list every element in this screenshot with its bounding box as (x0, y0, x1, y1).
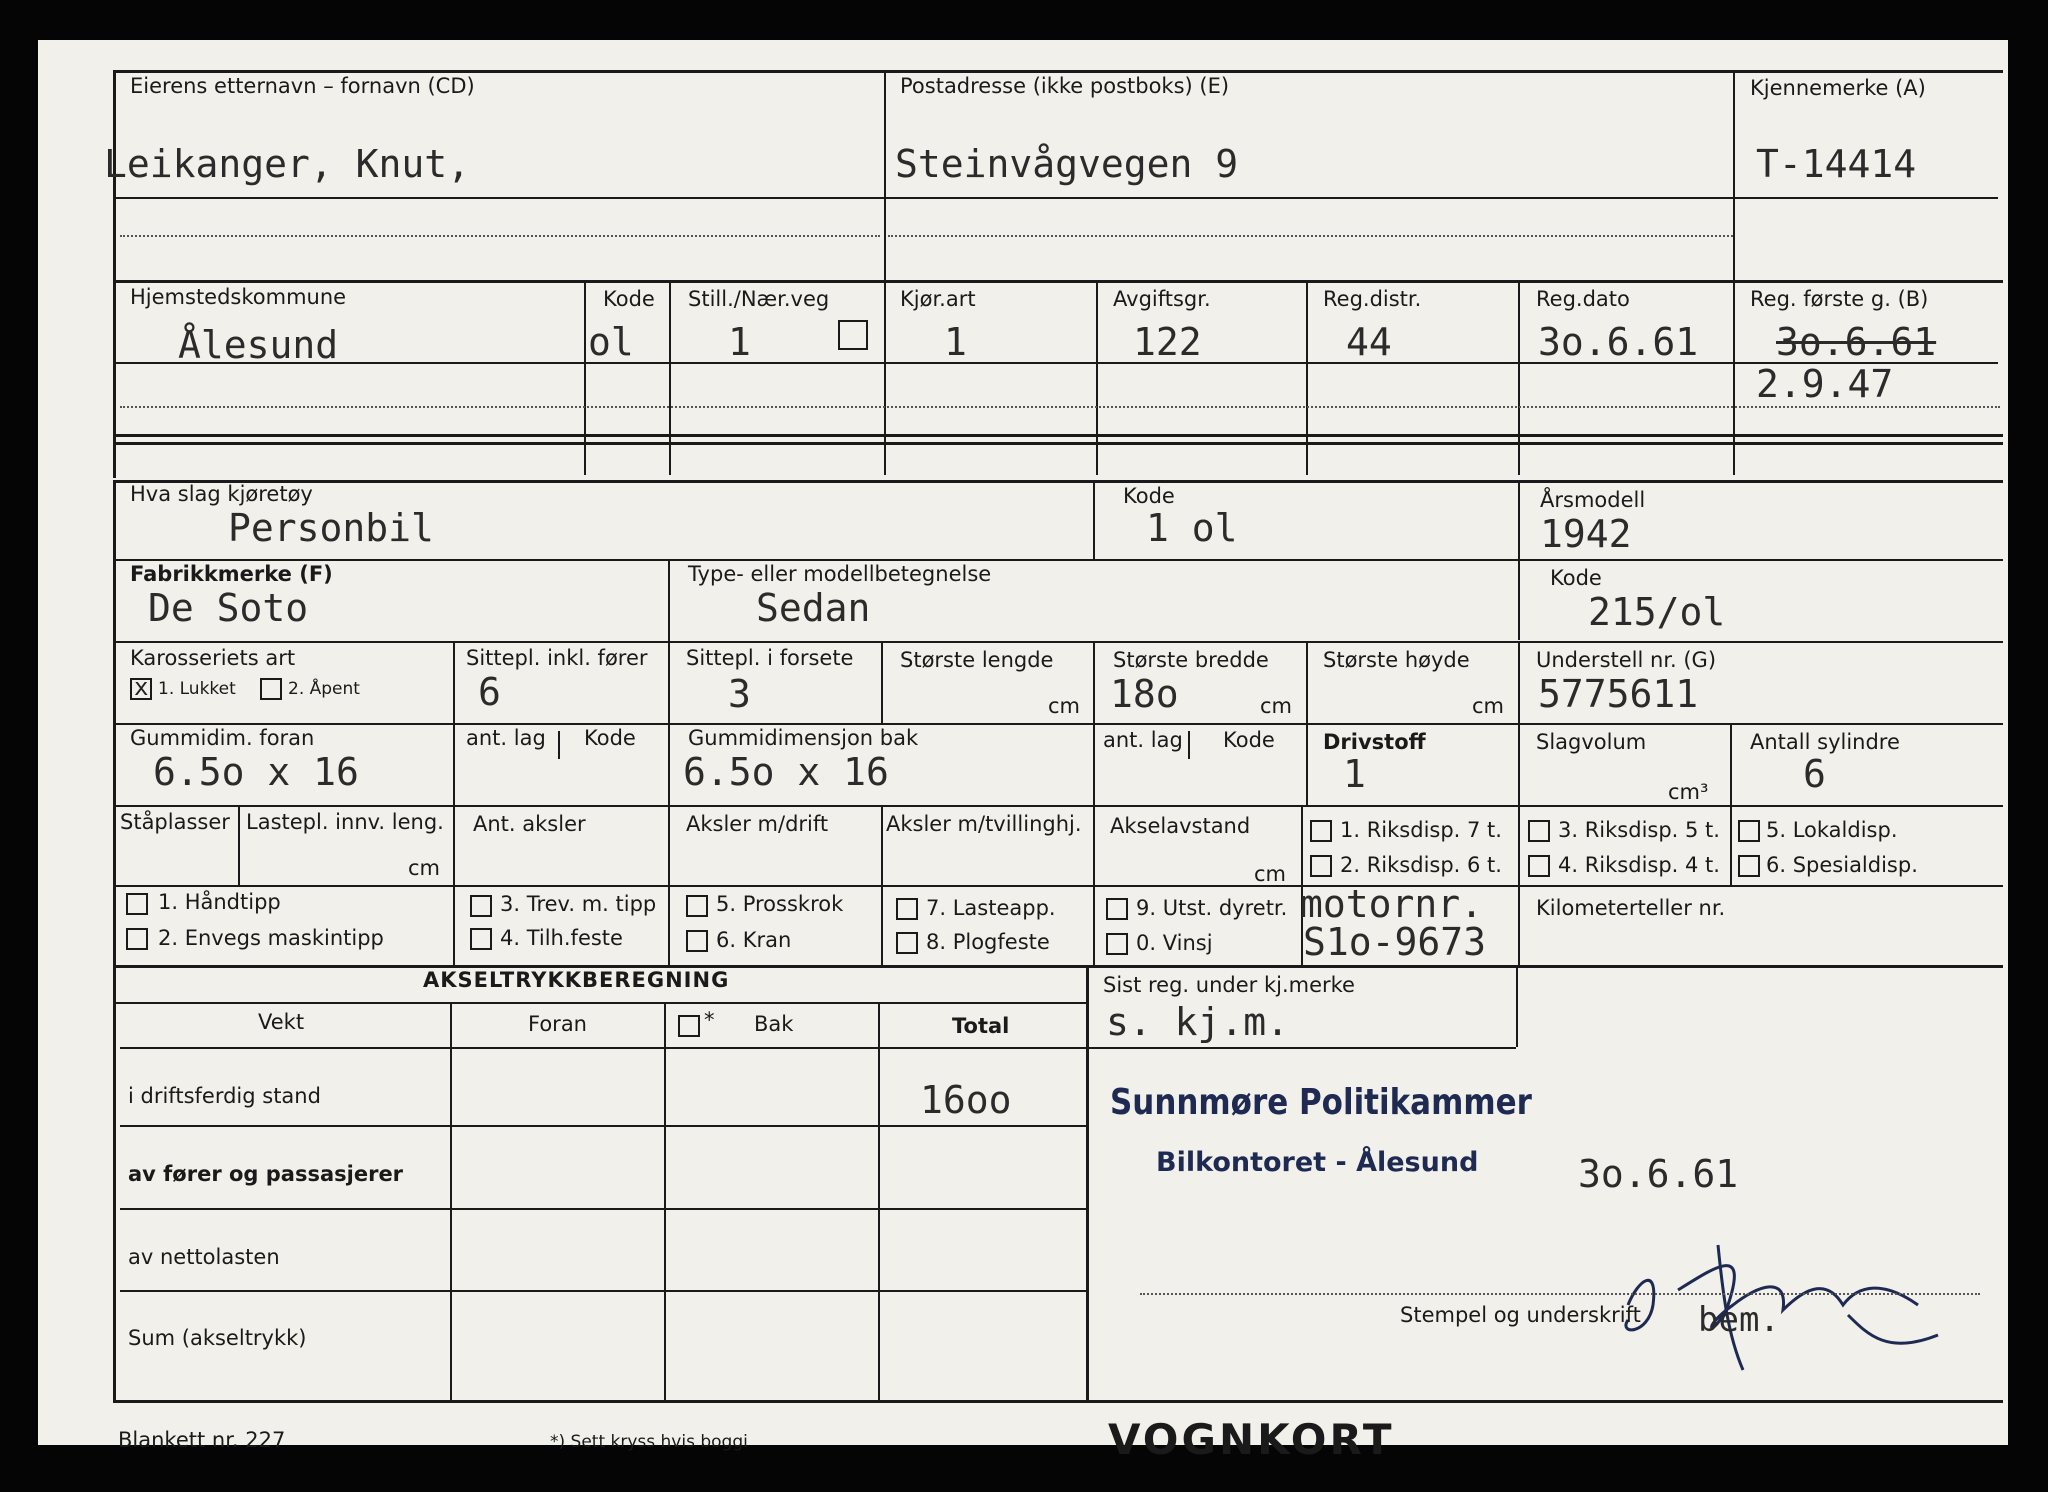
rule (113, 965, 2003, 968)
rule (1518, 280, 1520, 475)
row-sum: Sum (akseltrykk) (128, 1326, 307, 1350)
rule (113, 1002, 1086, 1004)
rule (113, 197, 884, 199)
rule (1733, 70, 1735, 313)
rule (1733, 280, 1735, 475)
rule (878, 1002, 880, 1400)
rule (668, 559, 670, 641)
kjorart-label: Kjør.art (900, 287, 976, 311)
col-total: Total (952, 1014, 1010, 1038)
envegs-label: 2. Envegs maskintipp (158, 926, 384, 950)
dyretr-checkbox[interactable] (1106, 898, 1128, 920)
tilh-label: 4. Tilh.feste (500, 926, 623, 950)
lengde-unit: cm (1048, 694, 1081, 718)
avgift-value: 122 (1133, 320, 1202, 364)
rule (238, 805, 240, 885)
address-value: Steinvågvegen 9 (895, 142, 1239, 186)
boggi-checkbox[interactable] (678, 1015, 700, 1037)
kjorart-value: 1 (944, 320, 967, 364)
tyre-front-value: 6.5o x 16 (153, 750, 359, 794)
riks5-checkbox[interactable] (1528, 820, 1550, 842)
year-value: 1942 (1540, 512, 1632, 556)
vehicle-registration-card (38, 40, 2008, 1464)
col-vekt: Vekt (258, 1010, 305, 1034)
rule (558, 731, 560, 759)
model-label: Type- eller modellbetegnelse (688, 562, 992, 586)
owner-value: Leikanger, Knut, (104, 142, 471, 186)
row-forer: av fører og passasjerer (128, 1162, 404, 1186)
akselavstand-unit: cm (1254, 862, 1287, 886)
rule (113, 434, 2003, 437)
vehicle-type-value: Personbil (228, 506, 434, 550)
boggi-note: *) Sett kryss hvis boggi (550, 1432, 748, 1452)
rule (881, 641, 883, 723)
col-foran: Foran (528, 1012, 587, 1036)
stamp-line2: Bilkontoret - Ålesund (1156, 1147, 1479, 1178)
hoyde-label: Største høyde (1323, 648, 1470, 672)
row-nettolast: av nettolasten (128, 1245, 280, 1269)
motor-value: S1o-9673 (1303, 920, 1487, 964)
plogfeste-checkbox[interactable] (896, 932, 918, 954)
vehicle-kode-value: 1 ol (1146, 506, 1238, 550)
regdistr-value: 44 (1346, 320, 1392, 364)
rule (113, 442, 2003, 445)
spesialdisp-checkbox[interactable] (1738, 855, 1760, 877)
sylindre-label: Antall sylindre (1750, 730, 1900, 754)
rule (113, 641, 2003, 643)
rule (113, 805, 2003, 807)
rule (884, 70, 886, 313)
rule (664, 1002, 666, 1400)
still-checkbox[interactable] (838, 320, 868, 350)
col-bak: Bak (754, 1012, 794, 1036)
tyre-front-antlag-label: ant. lag (466, 726, 546, 750)
rule (1306, 280, 1308, 475)
last-reg-label: Sist reg. under kj.merke (1103, 973, 1355, 997)
handtipp-checkbox[interactable] (126, 893, 148, 915)
rule (884, 280, 886, 475)
rule (120, 1290, 1086, 1292)
lasteapp-checkbox[interactable] (896, 898, 918, 920)
blankett-number: Blankett nr. 227 (118, 1428, 286, 1452)
kode-label: Kode (603, 287, 655, 311)
rule (1730, 805, 1732, 885)
still-label: Still./Nær.veg (688, 287, 830, 311)
rule (120, 235, 880, 237)
ant-aksler-label: Ant. aksler (473, 812, 586, 836)
axle-load-title: AKSELTRYKKBEREGNING (423, 968, 730, 992)
rule (1306, 641, 1308, 723)
rule (1096, 280, 1098, 475)
riks7-label: 1. Riksdisp. 7 t. (1340, 818, 1502, 842)
address-label: Postadresse (ikke postboks) (E) (900, 74, 1230, 98)
drivstoff-value: 1 (1343, 752, 1366, 796)
vehicle-type-label: Hva slag kjøretøy (130, 482, 313, 506)
tyre-rear-kode-label: Kode (1223, 728, 1275, 752)
sitt-forsete-value: 3 (728, 672, 751, 716)
motor-label: motornr. (1300, 882, 1484, 926)
tilh-checkbox[interactable] (470, 928, 492, 950)
rule (120, 1125, 1086, 1127)
rule (1516, 965, 1518, 1047)
rule (120, 1208, 1086, 1210)
understell-value: 5775611 (1538, 672, 1699, 716)
lokaldisp-checkbox[interactable] (1738, 820, 1760, 842)
vinsj-label: 0. Vinsj (1136, 931, 1213, 955)
trev-label: 3. Trev. m. tipp (500, 892, 657, 916)
lasteapp-label: 7. Lasteapp. (926, 896, 1056, 920)
vinsj-checkbox[interactable] (1106, 933, 1128, 955)
rule (113, 723, 2003, 725)
stamp-line1: Sunnmøre Politikammer (1110, 1082, 1532, 1123)
trev-checkbox[interactable] (470, 895, 492, 917)
regdistr-label: Reg.distr. (1323, 287, 1422, 311)
rule (113, 362, 1998, 364)
rule (1306, 723, 1308, 805)
rule (453, 641, 455, 723)
hjemsted-value: Ålesund (178, 323, 339, 367)
rule (888, 235, 1733, 237)
riks5-label: 3. Riksdisp. 5 t. (1558, 818, 1720, 842)
prosskrok-label: 5. Prosskrok (716, 892, 844, 916)
col-bak-mark: * (704, 1008, 715, 1032)
aksler-drift-label: Aksler m/drift (686, 812, 829, 836)
riks4-label: 4. Riksdisp. 4 t. (1558, 853, 1720, 877)
model-value: Sedan (756, 586, 871, 630)
avgift-label: Avgiftsgr. (1113, 287, 1211, 311)
year-label: Årsmodell (1540, 488, 1646, 512)
rule (120, 1047, 1086, 1049)
riks4-checkbox[interactable] (1528, 855, 1550, 877)
apent-checkbox[interactable] (260, 678, 282, 700)
aksler-tvilling-label: Aksler m/tvillinghj. (886, 812, 1082, 836)
regdato-value: 3o.6.61 (1538, 320, 1699, 364)
rule (668, 723, 670, 805)
slagvolum-label: Slagvolum (1536, 730, 1647, 754)
reg-forste-label: Reg. første g. (B) (1750, 287, 1929, 311)
staplasser-label: Ståplasser (120, 810, 230, 834)
rule (120, 406, 2000, 408)
sitt-inkl-label: Sittepl. inkl. fører (466, 646, 648, 670)
karosseri-label: Karosseriets art (130, 646, 296, 670)
riks6-label: 2. Riksdisp. 6 t. (1340, 853, 1502, 877)
rule (1518, 641, 1520, 723)
make-label: Fabrikkmerke (F) (130, 562, 333, 586)
rule (113, 70, 116, 478)
apent-label: 2. Åpent (288, 679, 360, 699)
rule (584, 280, 586, 475)
rule (113, 480, 2003, 483)
rule (1093, 641, 1095, 723)
rule (113, 480, 116, 1400)
rule (113, 280, 2003, 283)
tyre-front-label: Gummidim. foran (130, 726, 315, 750)
hoyde-unit: cm (1472, 694, 1505, 718)
bredde-unit: cm (1260, 694, 1293, 718)
akselavstand-label: Akselavstand (1110, 814, 1251, 838)
rule (1188, 731, 1190, 759)
bem-text: bem. (1698, 1300, 1780, 1340)
bredde-value: 18o (1110, 672, 1179, 716)
lukket-checkbox[interactable] (130, 678, 152, 700)
rule (1518, 885, 1520, 965)
rule (1733, 197, 1998, 199)
rule (1086, 1047, 1516, 1049)
card-title: VOGNKORT (1108, 1415, 1395, 1464)
rule (884, 197, 1733, 199)
total-value: 16oo (920, 1078, 1012, 1122)
km-label: Kilometerteller nr. (1536, 896, 1726, 920)
rule (669, 280, 671, 475)
kran-checkbox[interactable] (686, 930, 708, 952)
signature-line (1140, 1293, 1980, 1295)
row-driftsferdig: i driftsferdig stand (128, 1084, 321, 1108)
signature-icon (1598, 1185, 1958, 1380)
lastepl-unit: cm (408, 856, 441, 880)
sitt-inkl-value: 6 (478, 670, 501, 714)
sylindre-value: 6 (1803, 752, 1826, 796)
sitt-forsete-label: Sittepl. i forsete (686, 646, 854, 670)
owner-label: Eierens etternavn – fornavn (CD) (130, 74, 475, 98)
registration-mark-value: T-14414 (1756, 142, 1917, 186)
understell-label: Understell nr. (G) (1536, 648, 1717, 672)
rule (113, 885, 2003, 887)
lengde-label: Største lengde (900, 648, 1054, 672)
drivstoff-label: Drivstoff (1323, 730, 1426, 754)
rule (1093, 480, 1095, 559)
handtipp-label: 1. Håndtipp (158, 890, 281, 914)
lukket-label: 1. Lukket (158, 679, 236, 699)
riks7-checkbox[interactable] (1310, 820, 1332, 842)
regdato-label: Reg.dato (1536, 287, 1630, 311)
rule (668, 641, 670, 723)
kode-value: ol (588, 320, 634, 364)
bredde-label: Største bredde (1113, 648, 1269, 672)
make-value: De Soto (148, 586, 309, 630)
reg-forste-value: 2.9.47 (1756, 362, 1894, 406)
registration-mark-label: Kjennemerke (A) (1750, 76, 1926, 100)
envegs-checkbox[interactable] (126, 928, 148, 950)
last-reg-value: s. kj.m. (1106, 1000, 1290, 1044)
rule (113, 70, 2003, 73)
lastepl-label: Lastepl. innv. leng. (246, 810, 444, 834)
model-kode-label: Kode (1550, 566, 1602, 590)
hjemsted-label: Hjemstedskommune (130, 285, 347, 309)
rule (1086, 965, 1089, 1400)
stamp-date: 3o.6.61 (1578, 1152, 1739, 1196)
tyre-front-kode-label: Kode (584, 726, 636, 750)
dyretr-label: 9. Utst. dyretr. (1136, 896, 1288, 920)
lokaldisp-label: 5. Lokaldisp. (1766, 818, 1898, 842)
rule (1730, 723, 1732, 805)
model-kode-value: 215/ol (1588, 590, 1726, 634)
rule (1093, 723, 1095, 805)
riks6-checkbox[interactable] (1310, 855, 1332, 877)
rule (1518, 723, 1520, 805)
plogfeste-label: 8. Plogfeste (926, 930, 1050, 954)
reg-forste-struck-value: 3o.6.61 (1776, 320, 1937, 364)
still-value: 1 (728, 320, 751, 364)
vehicle-kode-label: Kode (1123, 484, 1175, 508)
prosskrok-checkbox[interactable] (686, 895, 708, 917)
tyre-rear-value: 6.5o x 16 (683, 750, 889, 794)
rule (113, 559, 2003, 561)
signature-label: Stempel og underskrift (1400, 1303, 1641, 1327)
rule (453, 723, 455, 805)
slagvolum-unit: cm³ (1668, 780, 1709, 804)
spesialdisp-label: 6. Spesialdisp. (1766, 853, 1918, 877)
tyre-rear-label: Gummidimensjon bak (688, 726, 919, 750)
rule (113, 1400, 2003, 1403)
rule (450, 1002, 452, 1400)
rule (1518, 805, 1520, 885)
kran-label: 6. Kran (716, 928, 792, 952)
tyre-rear-antlag-label: ant. lag (1103, 728, 1183, 752)
